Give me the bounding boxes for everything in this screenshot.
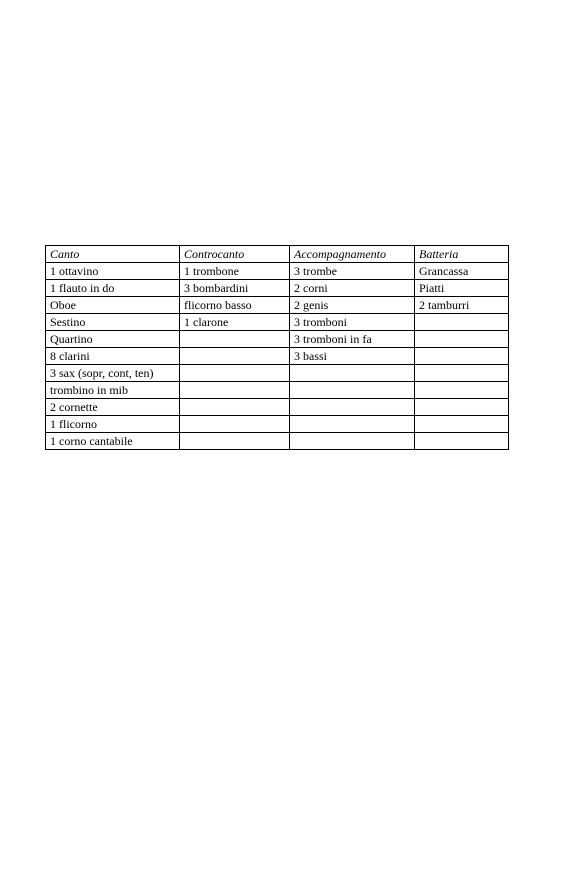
table-cell (415, 416, 509, 433)
table-row (46, 314, 509, 331)
table-row (46, 399, 509, 416)
table-row (46, 331, 509, 348)
table-cell: Oboe (46, 297, 180, 314)
table-row (46, 416, 509, 433)
table-cell: Quartino (46, 331, 180, 348)
table-cell: 3 sax (sopr, cont, ten) (46, 365, 180, 382)
table-cell: 2 corni (290, 280, 415, 297)
table-cell (290, 382, 415, 399)
table-cell (180, 416, 290, 433)
table-cell: 3 trombe (290, 263, 415, 280)
table-cell: 1 flicorno (46, 416, 180, 433)
table-cell: 1 ottavino (46, 263, 180, 280)
table-cell: Grancassa (415, 263, 509, 280)
table-cell (415, 399, 509, 416)
column-header-accompagnamento: Accompagnamento (290, 246, 415, 263)
table-cell (415, 331, 509, 348)
table-cell (415, 365, 509, 382)
table-cell: 2 cornette (46, 399, 180, 416)
table-cell: 2 genis (290, 297, 415, 314)
table-cell: 1 flauto in do (46, 280, 180, 297)
table-row (46, 382, 509, 399)
table-cell (415, 314, 509, 331)
table-row (46, 348, 509, 365)
table-cell: 1 corno cantabile (46, 433, 180, 450)
table-cell (180, 331, 290, 348)
table-cell: 3 bombardini (180, 280, 290, 297)
column-header-batteria: Batteria (415, 246, 509, 263)
table-cell: 3 tromboni in fa (290, 331, 415, 348)
table-cell (290, 365, 415, 382)
table-cell (180, 433, 290, 450)
table-cell (180, 382, 290, 399)
table-row (46, 297, 509, 314)
table-cell (290, 416, 415, 433)
table-row (46, 263, 509, 280)
table-cell: flicorno basso (180, 297, 290, 314)
table-cell: Piatti (415, 280, 509, 297)
table-cell (415, 348, 509, 365)
table-cell (180, 365, 290, 382)
table-cell: 1 trombone (180, 263, 290, 280)
table-cell: 8 clarini (46, 348, 180, 365)
table-cell: 3 bassi (290, 348, 415, 365)
table-cell (415, 433, 509, 450)
table-cell: trombino in mib (46, 382, 180, 399)
table-cell: Sestino (46, 314, 180, 331)
table-row (46, 433, 509, 450)
column-header-canto: Canto (46, 246, 180, 263)
table-cell: 2 tamburri (415, 297, 509, 314)
table-cell (290, 433, 415, 450)
table-row (46, 365, 509, 382)
table-cell (180, 348, 290, 365)
table-cell: 1 clarone (180, 314, 290, 331)
column-header-controcanto: Controcanto (180, 246, 290, 263)
table-row (46, 280, 509, 297)
table-cell: 3 tromboni (290, 314, 415, 331)
table-header-row (46, 246, 509, 263)
table-cell (290, 399, 415, 416)
table-cell (415, 382, 509, 399)
table-cell (180, 399, 290, 416)
instrumentation-table (45, 245, 509, 450)
